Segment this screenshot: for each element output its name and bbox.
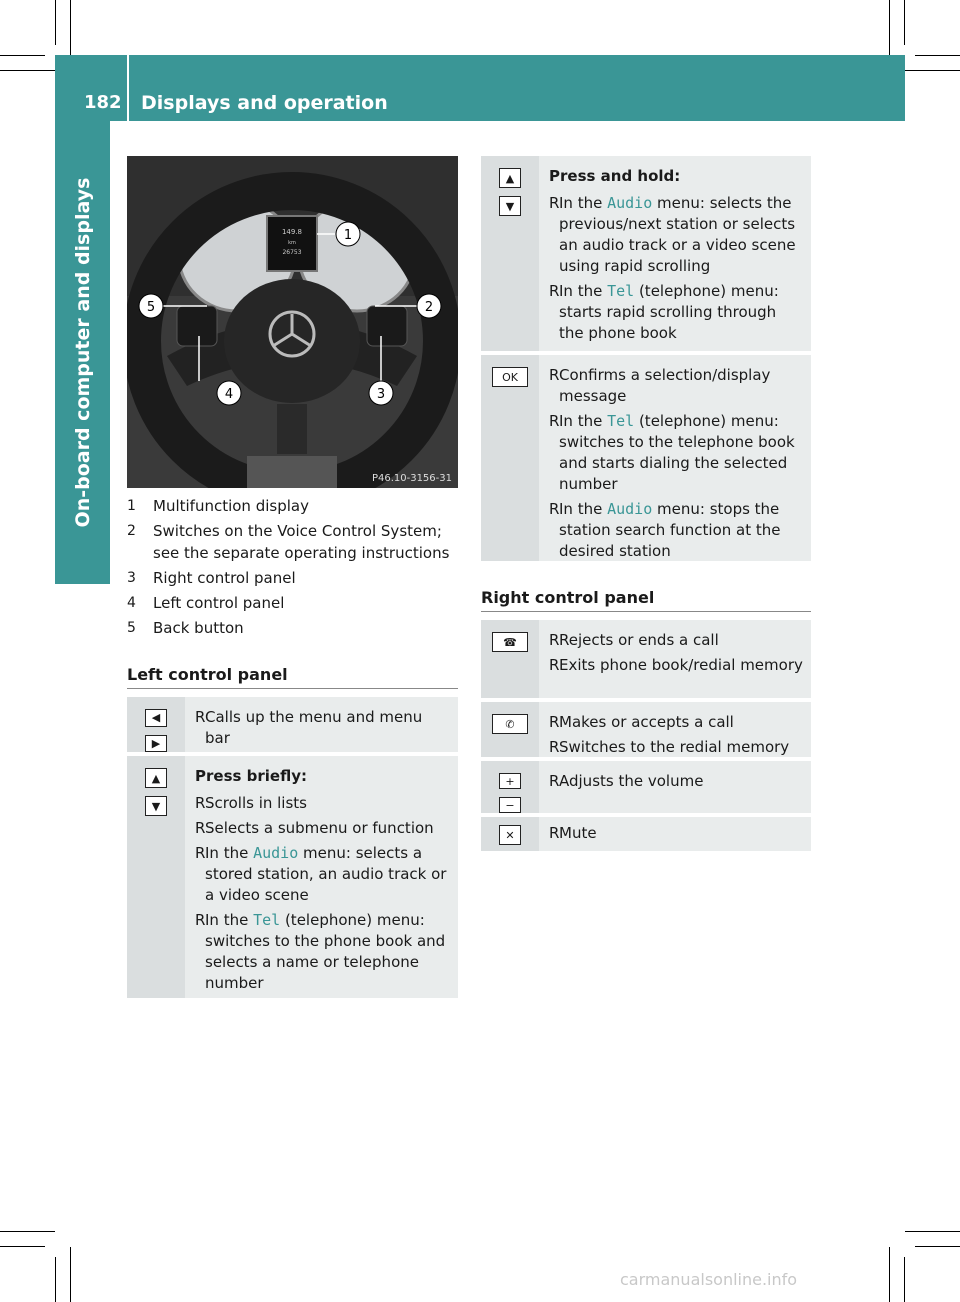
bullet-mark: R (549, 500, 560, 518)
bullet-mark: R (549, 824, 560, 842)
bullet-text: In the Audio menu: selects the previous/next station or selects an audio track or a video scene using rapid scrolling (559, 194, 796, 275)
legend-item (127, 567, 458, 589)
section-heading: Right control panel (481, 588, 655, 607)
bullet-mark: R (195, 844, 206, 862)
row-description (185, 756, 458, 998)
bullet-text: In the Tel (telephone) menu: switches to the telephone book and starts dialing the selected number (559, 412, 795, 493)
up-arrow-key-icon: ▲ (499, 168, 521, 188)
crop-mark (905, 70, 960, 71)
bullet-text: Makes or accepts a call (559, 713, 734, 731)
accept-call-key-icon: ✆ (492, 714, 528, 734)
down-arrow-key-icon: ▼ (145, 796, 167, 816)
bullet-mark: R (549, 772, 560, 790)
page-title: Displays and operation (141, 92, 388, 114)
row-description (539, 156, 811, 351)
crop-mark (889, 1247, 890, 1302)
row-description (539, 702, 811, 757)
bullet-mark: R (195, 819, 206, 837)
callout-5: 5 (146, 300, 156, 315)
section-rule (127, 688, 458, 689)
bullet-text: Switches to the redial memory (559, 738, 790, 756)
row-description (539, 761, 811, 813)
bullet-mark: R (549, 631, 560, 649)
bullet-mark: R (549, 656, 560, 674)
bullet-text: Mute (559, 824, 597, 842)
bullet-text: In the Tel (telephone) menu: switches to the phone book and selects a name or telephone number (205, 911, 446, 992)
key-column (481, 817, 539, 851)
bullet-mark: R (549, 282, 560, 300)
crop-mark (904, 0, 905, 45)
table-row (481, 702, 811, 757)
callout-2: 2 (424, 300, 434, 315)
display-text: 149.8 (281, 228, 303, 236)
key-column (481, 702, 539, 757)
legend-text: Left control panel (153, 594, 285, 612)
crop-mark (905, 1231, 960, 1232)
callout-3: 3 (376, 387, 386, 402)
ok-key-icon: OK (492, 367, 528, 387)
steering-hub (224, 279, 360, 403)
key-column (481, 620, 539, 698)
crop-mark (0, 70, 55, 71)
row-description (539, 355, 811, 561)
bullet-text: Adjusts the volume (559, 772, 704, 790)
legend-number: 2 (127, 523, 136, 539)
volume-down-key-icon: − (499, 797, 521, 813)
right-control-panel (367, 306, 407, 346)
mute-key-icon: ✕ (499, 825, 521, 845)
section-rule (481, 611, 811, 612)
bullet-text: Calls up the menu and menu bar (205, 708, 423, 747)
legend-text: Back button (153, 619, 244, 637)
bullet-mark: R (549, 366, 560, 384)
legend-number: 3 (127, 570, 136, 586)
crop-mark (915, 1246, 960, 1247)
bullet-text: Selects a submenu or function (205, 819, 434, 837)
crop-mark (0, 55, 45, 56)
legend-number: 4 (127, 595, 136, 611)
crop-mark (889, 0, 890, 55)
side-tab-label: On-board computer and displays (72, 177, 94, 528)
menu-code: Tel (253, 911, 281, 929)
bullet-text: Confirms a selection/display message (559, 366, 771, 405)
bullet-text: In the Tel (telephone) menu: starts rapid scrolling through the phone book (559, 282, 779, 342)
key-column (127, 756, 185, 998)
table-row (481, 817, 811, 851)
legend-text: Multifunction display (153, 497, 309, 515)
key-column (481, 355, 539, 561)
menu-code: Audio (253, 844, 299, 862)
bullet-mark: R (195, 911, 206, 929)
display-text: km (288, 240, 296, 246)
crop-mark (904, 1257, 905, 1302)
key-column (127, 697, 185, 752)
crop-mark (0, 1231, 55, 1232)
crop-mark (70, 1247, 71, 1302)
menu-code: Audio (607, 500, 653, 518)
crop-mark (915, 55, 960, 56)
right-panel-table (481, 620, 811, 855)
callout-1: 1 (343, 228, 353, 243)
callout-4: 4 (224, 387, 234, 402)
up-arrow-key-icon: ▲ (145, 768, 167, 788)
table-row (481, 355, 811, 561)
bullet-text: Scrolls in lists (205, 794, 307, 812)
left-panel-table (127, 697, 458, 1002)
photo-code: P46.10-3156-31 (371, 473, 452, 484)
legend-text: Right control panel (153, 569, 296, 587)
header-divider (127, 55, 129, 121)
down-arrow-key-icon: ▼ (499, 196, 521, 216)
key-column (481, 156, 539, 351)
bullet-mark: R (195, 794, 206, 812)
section-heading: Left control panel (127, 665, 288, 684)
page-number: 182 (84, 92, 122, 113)
table-row (481, 620, 811, 698)
menu-code: Tel (607, 282, 635, 300)
row-intro: Press briefly: (195, 767, 307, 785)
table-row (481, 761, 811, 813)
figure-legend (127, 495, 458, 642)
right-arrow-key-icon: ▶ (145, 735, 167, 753)
bullet-mark: R (549, 194, 560, 212)
bullet-text: Exits phone book/redial memory (559, 656, 803, 674)
bullet-mark: R (195, 708, 206, 726)
legend-item (127, 495, 458, 517)
legend-number: 5 (127, 620, 136, 636)
steering-wheel-photo (127, 156, 458, 488)
table-row (127, 756, 458, 998)
left-arrow-key-icon: ◀ (145, 709, 167, 727)
bullet-mark: R (549, 738, 560, 756)
legend-text: Switches on the Voice Control System; see the separate operating instructions (153, 522, 450, 562)
table-row (481, 156, 811, 351)
legend-item (127, 617, 458, 639)
legend-item (127, 520, 458, 564)
row-description (185, 697, 458, 752)
watermark: carmanualsonline.info (620, 1270, 798, 1289)
crop-mark (55, 1257, 56, 1302)
right-top-table (481, 156, 811, 565)
bullet-text: In the Audio menu: stops the station search function at the desired station (559, 500, 781, 560)
key-column (481, 761, 539, 813)
legend-item (127, 592, 458, 614)
end-call-key-icon: ☎ (492, 632, 528, 652)
legend-number: 1 (127, 498, 136, 514)
display-text: 26753 (282, 249, 302, 256)
bullet-mark: R (549, 412, 560, 430)
row-intro: Press and hold: (549, 167, 681, 185)
bullet-text: In the Audio menu: selects a stored station, an audio track or a video scene (205, 844, 447, 904)
crop-mark (55, 0, 56, 45)
menu-code: Tel (607, 412, 635, 430)
menu-code: Audio (607, 194, 653, 212)
crop-mark (0, 1246, 45, 1247)
bullet-text: Rejects or ends a call (559, 631, 719, 649)
table-row (127, 697, 458, 752)
bullet-mark: R (549, 713, 560, 731)
row-description (539, 620, 811, 698)
volume-up-key-icon: + (499, 773, 521, 789)
crop-mark (70, 0, 71, 55)
left-control-panel (177, 306, 217, 346)
row-description (539, 817, 811, 851)
